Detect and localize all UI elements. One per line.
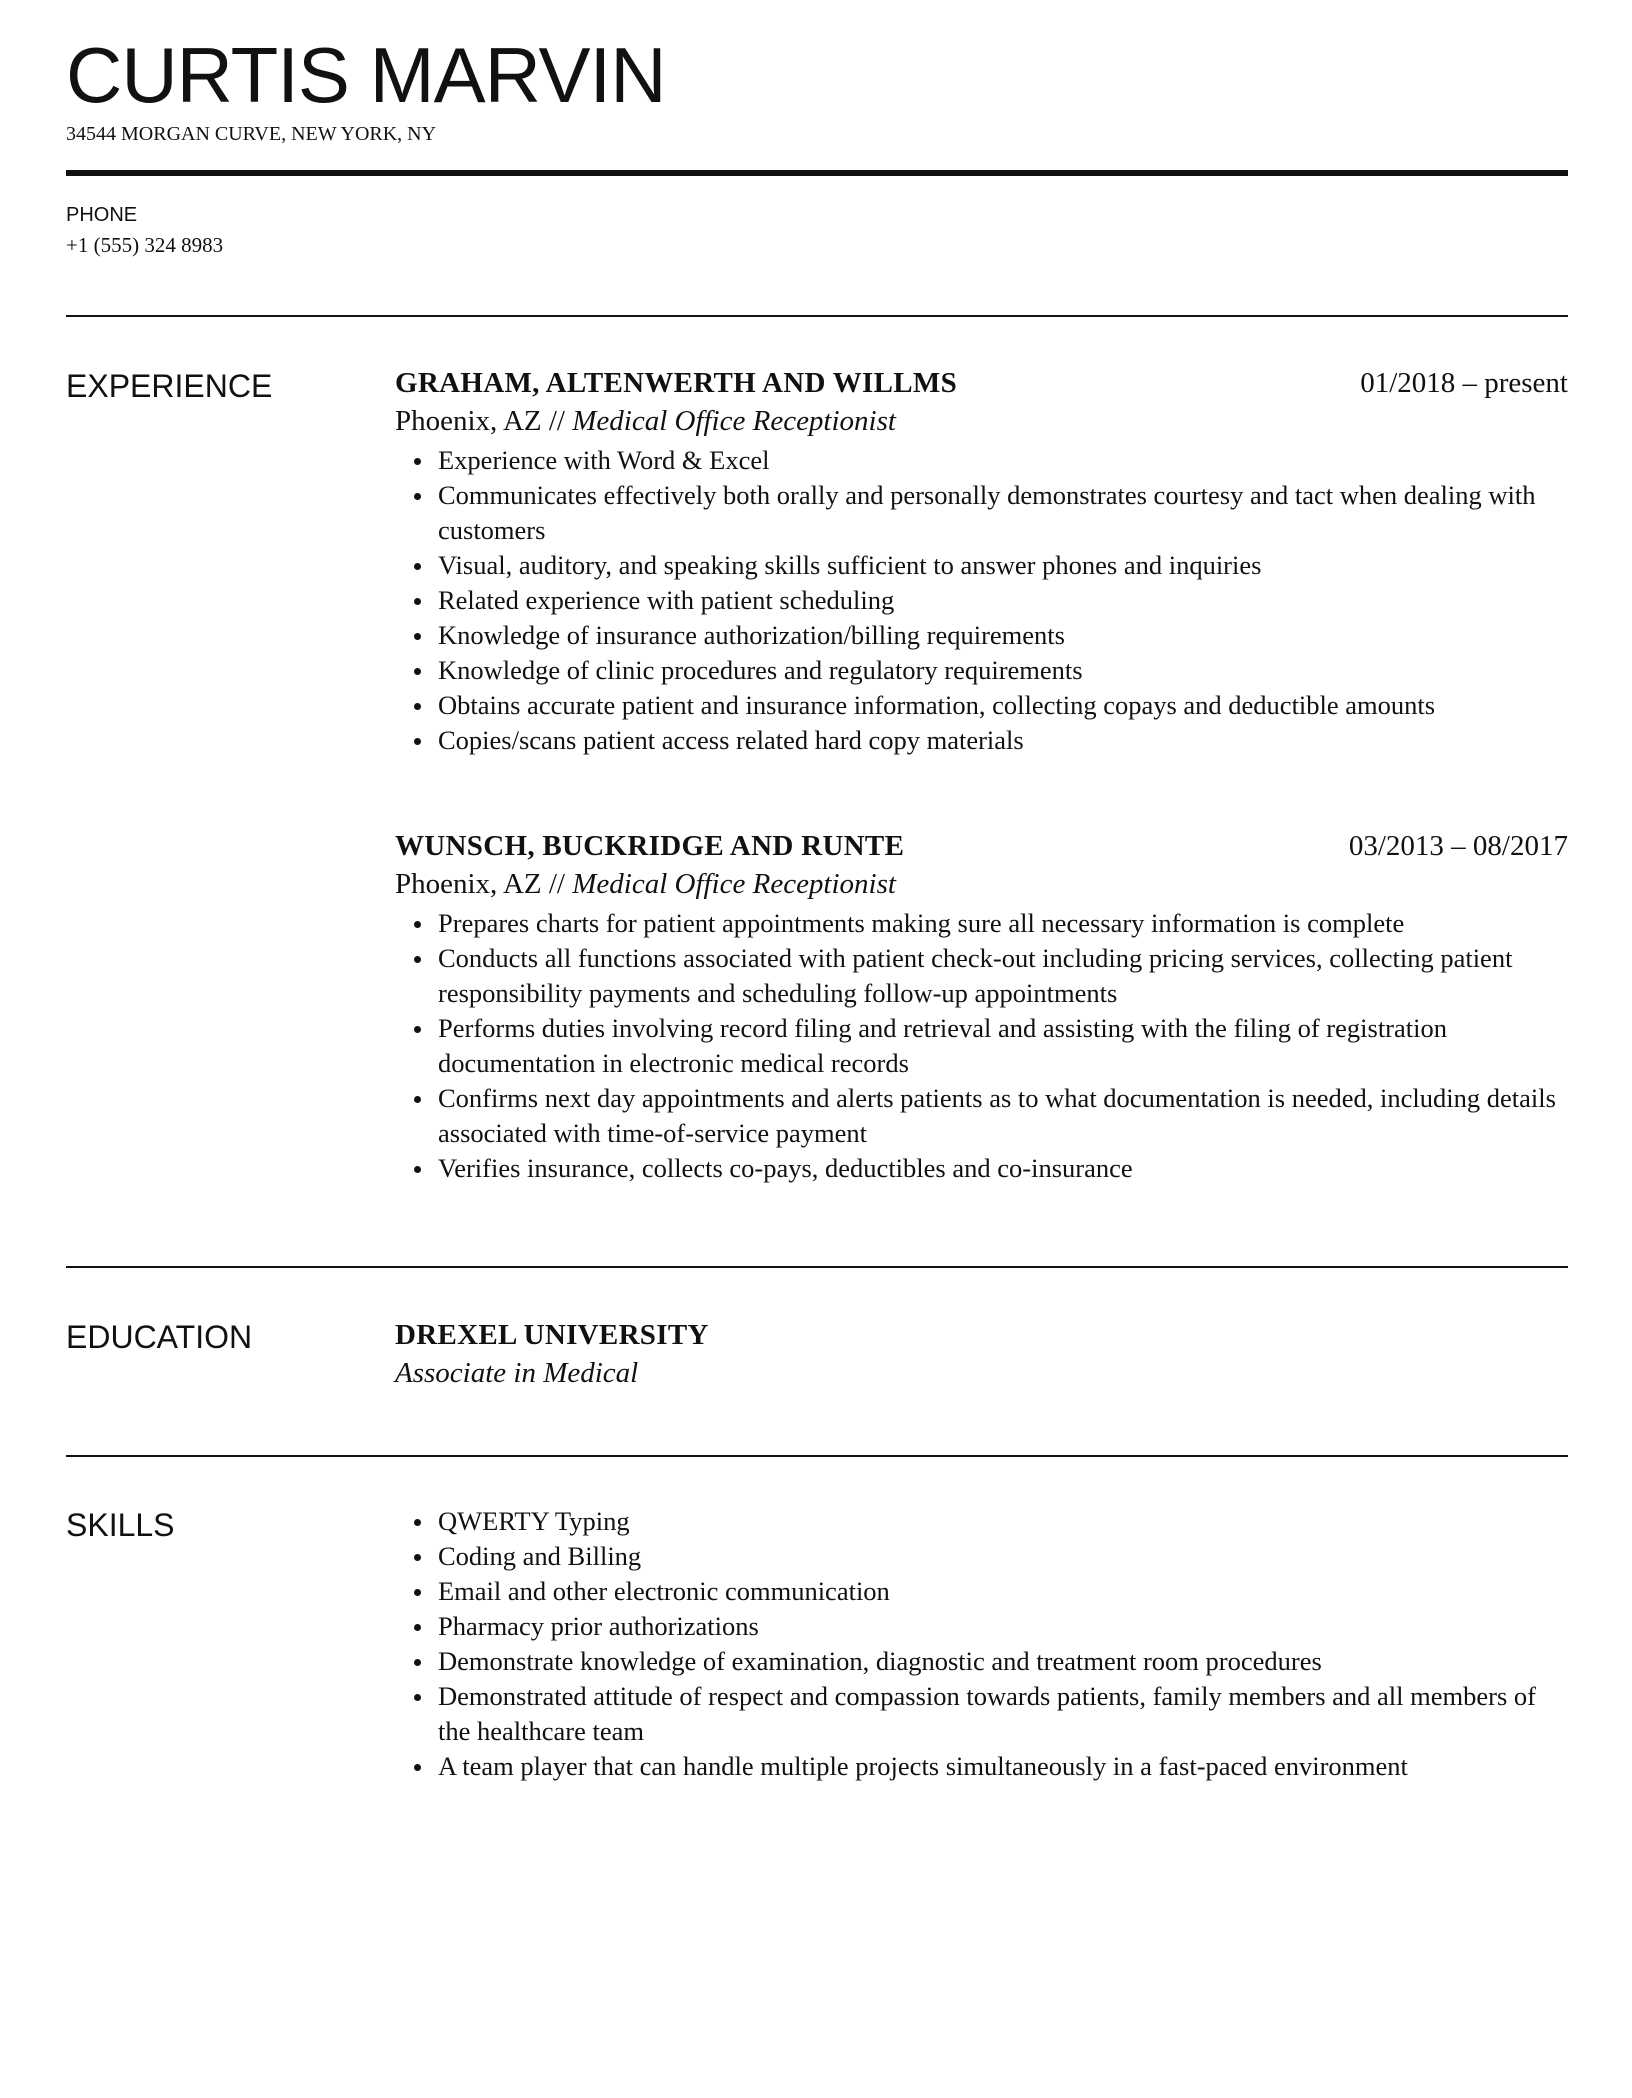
- section-divider-skills: [66, 1455, 1568, 1457]
- job-bullet-list: [395, 906, 1568, 1186]
- job-dates: 03/2013 – 08/2017: [1348, 830, 1568, 862]
- skills-section-title: SKILLS: [66, 1507, 175, 1543]
- job-bullet: Experience with Word & Excel: [438, 443, 1568, 478]
- skill-item: Demonstrated attitude of respect and compassion towards patients, family members and all members of the healthcare team: [438, 1679, 1568, 1749]
- job-bullet: Confirms next day appointments and alerts patients as to what documentation is needed, including details associated with time-of-service payment: [438, 1081, 1568, 1151]
- school-name: DREXEL UNIVERSITY: [395, 1319, 709, 1351]
- skill-item: QWERTY Typing: [438, 1504, 1568, 1539]
- job-bullet: Visual, auditory, and speaking skills sufficient to answer phones and inquiries: [438, 548, 1568, 583]
- education-entry: [395, 1316, 1568, 1392]
- experience-section-title: EXPERIENCE: [66, 368, 273, 404]
- skill-item: Email and other electronic communication: [438, 1574, 1568, 1609]
- resume-page: [66, 0, 1568, 2098]
- education-section-title: EDUCATION: [66, 1319, 253, 1355]
- job-bullet: Conducts all functions associated with patient check-out including pricing services, collecting patient responsibility payments and scheduling follow-up appointments: [438, 941, 1568, 1011]
- phone-label: PHONE: [66, 204, 138, 226]
- header-divider: [66, 170, 1568, 176]
- degree-name: Associate in Medical: [395, 1357, 639, 1389]
- job-bullet: Obtains accurate patient and insurance information, collecting copays and deductible amounts: [438, 688, 1568, 723]
- company-name: GRAHAM, ALTENWERTH AND WILLMS: [395, 367, 958, 399]
- job-header: [395, 827, 1568, 865]
- job-bullet: Related experience with patient scheduling: [438, 583, 1568, 618]
- job-location: Phoenix, AZ //: [395, 868, 573, 900]
- job-dates: 01/2018 – present: [1360, 367, 1568, 399]
- job-bullet: Copies/scans patient access related hard copy materials: [438, 723, 1568, 758]
- company-name: WUNSCH, BUCKRIDGE AND RUNTE: [395, 830, 905, 862]
- job-location: Phoenix, AZ //: [395, 405, 573, 437]
- job-bullet: Performs duties involving record filing and retrieval and assisting with the filing of registration documentation in electronic medical records: [438, 1011, 1568, 1081]
- skill-item: A team player that can handle multiple projects simultaneously in a fast-paced environment: [438, 1749, 1568, 1784]
- skills-list: [395, 1504, 1568, 1784]
- skill-item: Demonstrate knowledge of examination, diagnostic and treatment room procedures: [438, 1644, 1568, 1679]
- job-bullet: Knowledge of insurance authorization/billing requirements: [438, 618, 1568, 653]
- job-role: Medical Office Receptionist: [572, 868, 896, 900]
- job-subline: [395, 865, 1568, 903]
- job-entry: [395, 364, 1568, 758]
- section-divider-education: [66, 1266, 1568, 1268]
- job-header: [395, 364, 1568, 402]
- section-divider-experience: [66, 315, 1568, 317]
- phone-value: +1 (555) 324 8983: [66, 233, 224, 257]
- skills-entry: [395, 1504, 1568, 1784]
- candidate-name: CURTIS MARVIN: [66, 31, 666, 119]
- job-subline: [395, 402, 1568, 440]
- skill-item: Pharmacy prior authorizations: [438, 1609, 1568, 1644]
- job-bullet: Prepares charts for patient appointments making sure all necessary information is complete: [438, 906, 1568, 941]
- job-bullet: Communicates effectively both orally and personally demonstrates courtesy and tact when dealing with customers: [438, 478, 1568, 548]
- job-bullet: Knowledge of clinic procedures and regulatory requirements: [438, 653, 1568, 688]
- job-role: Medical Office Receptionist: [572, 405, 896, 437]
- job-entry: [395, 827, 1568, 1186]
- job-bullet-list: [395, 443, 1568, 758]
- job-bullet: Verifies insurance, collects co-pays, deductibles and co-insurance: [438, 1151, 1568, 1186]
- candidate-address: 34544 MORGAN CURVE, NEW YORK, NY: [66, 123, 437, 145]
- skill-item: Coding and Billing: [438, 1539, 1568, 1574]
